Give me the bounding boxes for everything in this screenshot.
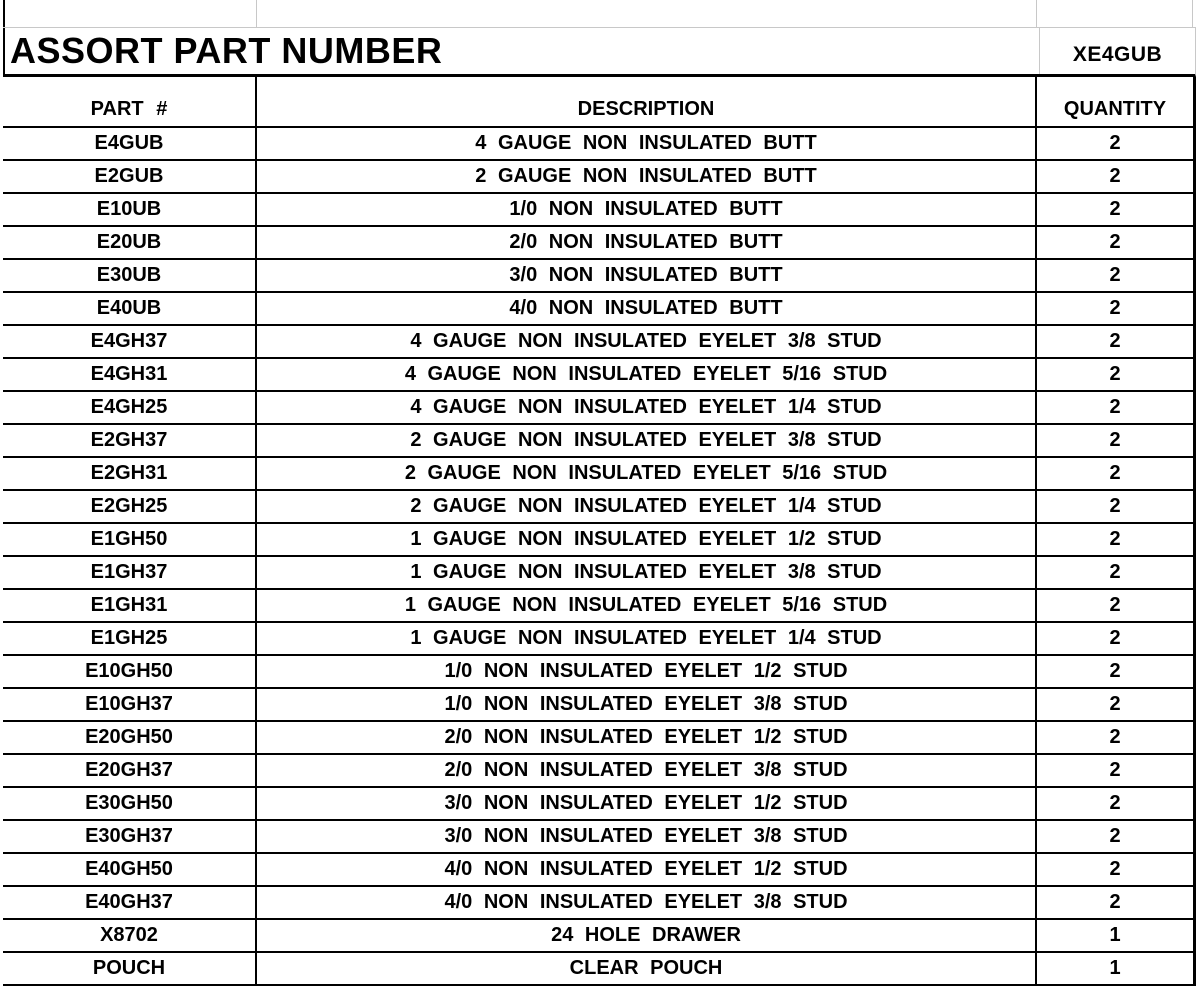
table-row <box>3 161 1193 194</box>
part-number-cell: E2GH31 <box>3 458 257 489</box>
title-row <box>3 28 1196 77</box>
part-number-cell: E30GH50 <box>3 788 257 819</box>
quantity-cell: 2 <box>1109 759 1121 781</box>
table-row <box>3 821 1193 854</box>
part-number-cell: E20GH37 <box>3 755 257 786</box>
part-number-cell: E2GH37 <box>3 425 257 456</box>
part-number-cell: POUCH <box>3 953 257 984</box>
part-number-cell: E2GH25 <box>3 491 257 522</box>
description-cell: 2/0 NON INSULATED BUTT <box>257 227 1037 258</box>
table-row <box>3 128 1193 161</box>
part-number-cell: E20UB <box>3 227 257 258</box>
quantity-cell: 2 <box>1109 396 1121 418</box>
description-cell: 1 GAUGE NON INSULATED EYELET 1/4 STUD <box>257 623 1037 654</box>
table-row <box>3 293 1193 326</box>
table-header-row <box>3 77 1193 128</box>
page-title: ASSORT PART NUMBER <box>10 30 443 71</box>
quantity-cell: 2 <box>1109 627 1121 649</box>
description-cell: 3/0 NON INSULATED BUTT <box>257 260 1037 291</box>
description-cell: 4 GAUGE NON INSULATED BUTT <box>257 128 1037 159</box>
quantity-cell: 2 <box>1109 297 1121 319</box>
table-row <box>3 524 1193 557</box>
description-cell: CLEAR POUCH <box>257 953 1037 984</box>
description-cell: 1 GAUGE NON INSULATED EYELET 5/16 STUD <box>257 590 1037 621</box>
empty-grid-cell <box>1037 0 1193 27</box>
quantity-cell: 2 <box>1109 132 1121 154</box>
table-row <box>3 425 1193 458</box>
table-row <box>3 623 1193 656</box>
quantity-cell: 2 <box>1109 462 1121 484</box>
table-row <box>3 689 1193 722</box>
table-row <box>3 557 1193 590</box>
part-number-cell: E40GH50 <box>3 854 257 885</box>
assortment-code: XE4GUB <box>1039 28 1195 74</box>
table-row <box>3 392 1193 425</box>
description-cell: 2/0 NON INSULATED EYELET 3/8 STUD <box>257 755 1037 786</box>
quantity-cell: 2 <box>1109 363 1121 385</box>
table-row <box>3 458 1193 491</box>
quantity-cell: 2 <box>1109 660 1121 682</box>
description-cell: 4/0 NON INSULATED BUTT <box>257 293 1037 324</box>
table-row <box>3 326 1193 359</box>
quantity-cell: 2 <box>1109 330 1121 352</box>
quantity-cell: 2 <box>1109 495 1121 517</box>
description-cell: 4 GAUGE NON INSULATED EYELET 5/16 STUD <box>257 359 1037 390</box>
description-cell: 2 GAUGE NON INSULATED BUTT <box>257 161 1037 192</box>
part-number-cell: E10GH37 <box>3 689 257 720</box>
description-cell: 4/0 NON INSULATED EYELET 1/2 STUD <box>257 854 1037 885</box>
description-cell: 1/0 NON INSULATED EYELET 1/2 STUD <box>257 656 1037 687</box>
table-row <box>3 359 1193 392</box>
quantity-cell: 2 <box>1109 528 1121 550</box>
table-row <box>3 722 1193 755</box>
table-row <box>3 755 1193 788</box>
quantity-cell: 2 <box>1109 429 1121 451</box>
part-number-cell: E4GH37 <box>3 326 257 357</box>
quantity-cell: 2 <box>1109 594 1121 616</box>
table-row <box>3 887 1193 920</box>
description-cell: 3/0 NON INSULATED EYELET 1/2 STUD <box>257 788 1037 819</box>
description-cell: 1/0 NON INSULATED EYELET 3/8 STUD <box>257 689 1037 720</box>
part-number-cell: E1GH37 <box>3 557 257 588</box>
table-body <box>3 128 1193 986</box>
part-number-cell: E10GH50 <box>3 656 257 687</box>
description-cell: 4 GAUGE NON INSULATED EYELET 1/4 STUD <box>257 392 1037 423</box>
quantity-cell: 2 <box>1109 561 1121 583</box>
description-cell: 2/0 NON INSULATED EYELET 1/2 STUD <box>257 722 1037 753</box>
description-cell: 24 HOLE DRAWER <box>257 920 1037 951</box>
part-number-cell: E40GH37 <box>3 887 257 918</box>
part-number-cell: E30GH37 <box>3 821 257 852</box>
top-grid-strip <box>3 0 1196 28</box>
empty-grid-cell <box>3 0 257 27</box>
table-row <box>3 656 1193 689</box>
part-number-cell: E4GH31 <box>3 359 257 390</box>
part-number-cell: E1GH50 <box>3 524 257 555</box>
table-row <box>3 854 1193 887</box>
part-number-cell: E1GH25 <box>3 623 257 654</box>
table-row <box>3 491 1193 524</box>
quantity-cell: 2 <box>1109 858 1121 880</box>
col-header-part-number: PART # <box>3 77 257 126</box>
description-cell: 3/0 NON INSULATED EYELET 3/8 STUD <box>257 821 1037 852</box>
table-row <box>3 953 1193 986</box>
quantity-cell: 1 <box>1109 957 1121 979</box>
col-header-quantity: QUANTITY <box>1063 98 1167 120</box>
description-cell: 1 GAUGE NON INSULATED EYELET 3/8 STUD <box>257 557 1037 588</box>
description-cell: 1 GAUGE NON INSULATED EYELET 1/2 STUD <box>257 524 1037 555</box>
part-number-cell: E4GUB <box>3 128 257 159</box>
table-row <box>3 590 1193 623</box>
quantity-cell: 2 <box>1109 264 1121 286</box>
part-number-cell: E1GH31 <box>3 590 257 621</box>
description-cell: 1/0 NON INSULATED BUTT <box>257 194 1037 225</box>
part-number-cell: E10UB <box>3 194 257 225</box>
quantity-cell: 2 <box>1109 792 1121 814</box>
quantity-cell: 2 <box>1109 726 1121 748</box>
part-number-cell: E20GH50 <box>3 722 257 753</box>
quantity-cell: 2 <box>1109 231 1121 253</box>
part-number-cell: E4GH25 <box>3 392 257 423</box>
quantity-cell: 1 <box>1109 924 1121 946</box>
description-cell: 2 GAUGE NON INSULATED EYELET 1/4 STUD <box>257 491 1037 522</box>
parts-table <box>3 77 1196 986</box>
quantity-cell: 2 <box>1109 891 1121 913</box>
quantity-cell: 2 <box>1109 693 1121 715</box>
part-number-cell: E30UB <box>3 260 257 291</box>
description-cell: 2 GAUGE NON INSULATED EYELET 3/8 STUD <box>257 425 1037 456</box>
table-row <box>3 920 1193 953</box>
description-cell: 4/0 NON INSULATED EYELET 3/8 STUD <box>257 887 1037 918</box>
description-cell: 4 GAUGE NON INSULATED EYELET 3/8 STUD <box>257 326 1037 357</box>
part-number-cell: X8702 <box>3 920 257 951</box>
table-row <box>3 194 1193 227</box>
quantity-cell: 2 <box>1109 165 1121 187</box>
col-header-description: DESCRIPTION <box>257 77 1037 126</box>
table-row <box>3 260 1193 293</box>
empty-grid-cell <box>257 0 1037 27</box>
description-cell: 2 GAUGE NON INSULATED EYELET 5/16 STUD <box>257 458 1037 489</box>
table-row <box>3 788 1193 821</box>
part-number-cell: E40UB <box>3 293 257 324</box>
sheet <box>3 0 1196 986</box>
part-number-cell: E2GUB <box>3 161 257 192</box>
quantity-cell: 2 <box>1109 198 1121 220</box>
table-row <box>3 227 1193 260</box>
quantity-cell: 2 <box>1109 825 1121 847</box>
